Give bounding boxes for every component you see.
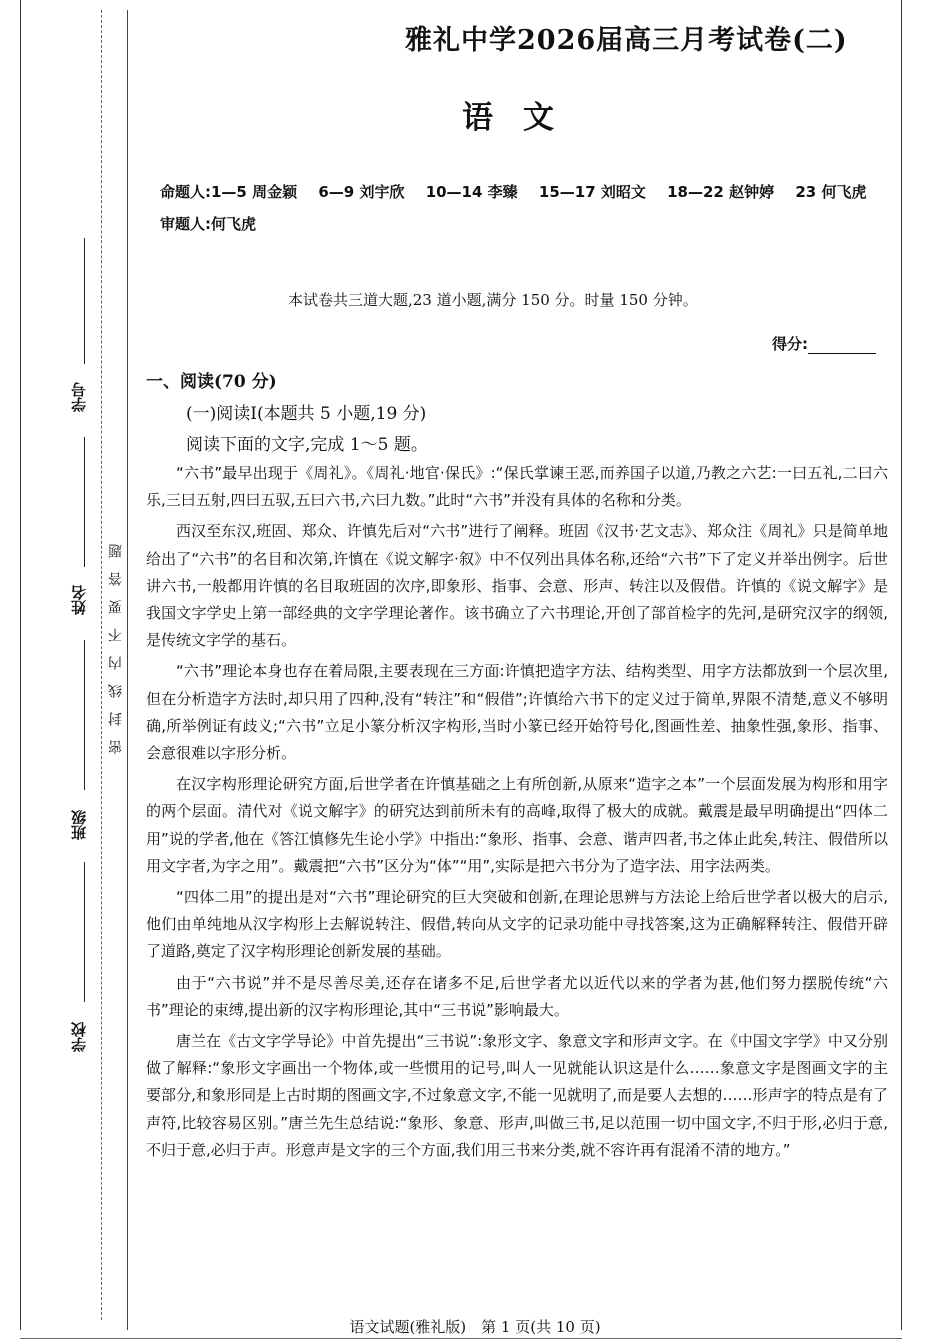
- seal-line: [127, 10, 128, 1330]
- name-blank: [84, 437, 85, 567]
- reading-passage: [146, 460, 888, 1168]
- subject-title: 语文: [462, 100, 584, 136]
- author-group: 15—17 刘昭文: [538, 183, 646, 201]
- author-group: 10—14 李臻: [425, 183, 518, 201]
- name-label: 姓名: [70, 585, 88, 615]
- student-id-label: 学号: [70, 382, 88, 412]
- cut-line: [101, 10, 102, 1320]
- student-id-blank: [84, 238, 85, 364]
- author-group: 18—22 赵钟婷: [667, 183, 775, 201]
- page-footer: 语文试题(雅礼版) 第 1 页(共 10 页): [349, 1318, 601, 1336]
- school-label: 学校: [70, 1022, 88, 1052]
- section-title: 一、阅读(70 分): [146, 372, 277, 392]
- bottom-rule: [20, 1338, 902, 1339]
- score-field: [772, 333, 876, 354]
- page-border-left: [20, 0, 21, 1330]
- score-blank[interactable]: [808, 339, 876, 354]
- page-border-right: [901, 0, 902, 1330]
- author-group: 命题人:1—5 周金颖: [160, 183, 298, 201]
- passage-paragraph: 在汉字构形理论研究方面,后世学者在许慎基础之上有所创新,从原来“造字之本”一个层面发展为构形和用字的两个层面。清代对《说文解字》的研究达到前所未有的高峰,取得了极大的成就。戴震是最早明确提出“四体二用”说的学者,他在《答江慎修先生论小学》中指出:“象形、指事、会意、谐声四者,书之体止此矣,转注、假借所以用文字者,为字之用”。戴震把“六书”区分为“体”“用”,实际是把六书分为了造字法、用字法两类。: [146, 775, 888, 875]
- passage-paragraph: 由于“六书说”并不是尽善尽美,还存在诸多不足,后世学者尤以近代以来的学者为甚,他们努力摆脱传统“六书”理论的束缚,提出新的汉字构形理论,其中“三书说”影响最大。: [146, 973, 888, 1019]
- passage-paragraph: 西汉至东汉,班固、郑众、许慎先后对“六书”进行了阐释。班固《汉书·艺文志》、郑众注《周礼》只是简单地给出了“六书”的名目和次第,许慎在《说文解字·叙》中不仅列出具体名称,还给“六书”下了定义并举出例字。后世讲六书,一般都用许慎的名目取班固的次序,即象形、指事、会意、形声、转注以及假借。许慎的《说文解字》是我国文字学史上第一部经典的文字学理论著作。该书确立了六书理论,开创了部首检字的先河,是研究汉字的纲领,是传统文字学的基石。: [146, 522, 888, 650]
- exam-instructions: 本试卷共三道大题,23 道小题,满分 150 分。时量 150 分钟。: [288, 291, 698, 309]
- score-label: 得分:: [772, 335, 808, 353]
- passage-paragraph: “六书”理论本身也存在着局限,主要表现在三方面:许慎把造字方法、结构类型、用字方法都放到一个层次里,但在分析造字方法时,却只用了四种,没有“转注”和“假借”;许慎给六书下的定义过于简单,界限不清楚,意义不够明确,所举例证有歧义;“六书”立足小篆分析汉字构形,当时小篆已经开始符号化,图画性差、抽象性强,象形、指事、会意很难以字形分析。: [146, 662, 888, 763]
- passage-paragraph: 唐兰在《古文字学导论》中首先提出“三书说”:象形文字、象意文字和形声文字。在《中国文字学》中又分别做了解释:“象形文字画出一个物体,或一些惯用的记号,叫人一见就能认识这是什么……象意文字是图画文字的主要部分,和象形同是上古时期的图画文字,不过象意文字,不能一见就明了,而是要人去想的……形声字的特点是有了声符,比较容易区别。”唐兰先生总结说:“象形、象意、形声,叫做三书,足以范围一切中国文字,不归于形,必归于意,不归于意,必归于声。形意声是文字的三个方面,我们用三书来分类,就不容许再有混淆不清的地方。”: [146, 1032, 888, 1159]
- authors-line: [160, 181, 866, 202]
- seal-notice: 密封线内不要答题: [108, 530, 124, 754]
- class-blank: [84, 640, 85, 790]
- author-group: 6—9 刘宇欣: [318, 183, 405, 201]
- passage-paragraph: “六书”最早出现于《周礼》。《周礼·地官·保氏》:“保氏掌谏王恶,而养国子以道,乃教之六艺:一曰五礼,二曰六乐,三曰五射,四曰五驭,五曰六书,六曰九数。”此时“六书”并没有具体的名称和分类。: [146, 464, 888, 510]
- reviewer-line: 审题人:何飞虎: [160, 215, 256, 233]
- reading-directive: 阅读下面的文字,完成 1～5 题。: [186, 435, 428, 455]
- author-group: 23 何飞虎: [795, 183, 867, 201]
- passage-paragraph: “四体二用”的提出是对“六书”理论研究的巨大突破和创新,在理论思辨与方法论上给后世学者以极大的启示,他们由单纯地从汉字构形上去解说转注、假借,转向从文字的记录功能中寻找答案,这为正确解释转注、假借开辟了道路,奠定了汉字构形理论创新发展的基础。: [146, 888, 888, 961]
- school-blank: [84, 862, 85, 1002]
- subsection-title: (一)阅读Ⅰ(本题共 5 小题,19 分): [186, 404, 427, 424]
- exam-title: 雅礼中学2026届高三月考试卷(二): [405, 25, 848, 56]
- class-label: 班级: [70, 810, 88, 840]
